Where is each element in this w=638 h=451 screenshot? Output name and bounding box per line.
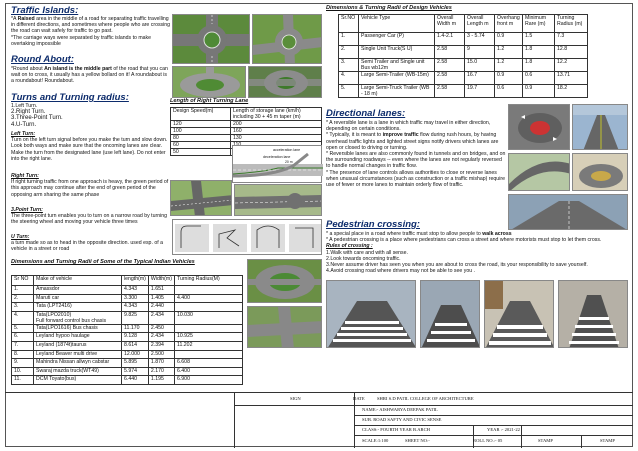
table-row <box>339 59 588 72</box>
table-cell: Mahindra Nissan allwyn cabstar <box>34 359 122 368</box>
right-turn-text: If right turning traffic from one approach is heavy, the green period of this approach may continue after the end of green period of the opposing arm sharing the same phase <box>11 179 169 198</box>
decel-lane-label: deceleration lane <box>263 155 291 159</box>
column-header: Sr NO <box>12 276 34 286</box>
left-turn-title: Left Turn: <box>11 131 36 137</box>
table-cell: 6.440 <box>122 376 149 385</box>
table-cell: 16.7 <box>465 72 495 85</box>
table-header-row <box>339 15 588 33</box>
zebra-crossing-photo-2 <box>420 280 480 348</box>
table-cell: 0.6 <box>495 85 523 98</box>
pedestrian-heading: Pedestrian crossing: <box>326 219 420 230</box>
table-cell: 50 <box>171 149 231 156</box>
column-header: Width(m) <box>148 276 174 286</box>
table-cell: Semi Trailer and Single unit Bus wb12m <box>359 59 435 72</box>
table-cell: Leyland (1874t)taurus <box>34 341 122 350</box>
table-cell: 12.000 <box>122 350 149 359</box>
table-cell: 80 <box>171 135 231 142</box>
table-cell: 2. <box>339 46 359 59</box>
pedestrian-para: * A pedestrian crossing is a place where pedestrians can cross a street and where motorists must stop to let them cross. <box>326 237 602 244</box>
table-cell: 11.202 <box>174 341 242 350</box>
table-cell: 60 <box>171 142 231 149</box>
directional-para: * The presence of lane controls allows authorities to close or reverse lanes when unusual circumstances (such as construction or a traffic mishap) require use of fewer or more lanes to maintain orderly flow of traffic. <box>326 169 505 189</box>
table-row <box>12 359 243 368</box>
table-cell: 8.614 <box>122 341 149 350</box>
table-cell: 2.58 <box>435 72 465 85</box>
table-row <box>171 135 322 142</box>
column-header: Turning Radius (m) <box>555 15 588 33</box>
table-row <box>12 286 243 295</box>
roundabout-arrows-photo <box>508 104 570 150</box>
table-cell: 0.6 <box>523 72 555 85</box>
table-cell: 1.8 <box>523 59 555 72</box>
table-cell: 1.405 <box>148 294 174 303</box>
table-cell: 3. <box>339 59 359 72</box>
table-cell: 0.9 <box>495 33 523 46</box>
junction-photo <box>247 306 322 348</box>
rule-item: 2.Look towards oncoming traffic. <box>326 255 401 262</box>
table-row <box>12 333 243 342</box>
table-row <box>171 121 322 128</box>
three-point-title: 3.Point Turn: <box>11 207 43 213</box>
table-row <box>339 33 588 46</box>
table-cell <box>174 324 242 333</box>
accel-lane-label: acceleration lane <box>273 148 301 152</box>
table-header-row <box>171 108 322 121</box>
table-cell: 10.925 <box>174 333 242 342</box>
table-row <box>339 72 588 85</box>
table-cell: 18.2 <box>555 85 588 98</box>
table-cell: 100 <box>171 128 231 135</box>
three-point-section <box>11 207 171 226</box>
table-cell: 2.58 <box>435 59 465 72</box>
pedestrian-para: * a special place in a road where traffic must stop to allow people to walk across <box>326 231 512 237</box>
table-row <box>12 294 243 303</box>
table-cell: 3.300 <box>122 294 149 303</box>
right-turn-photo <box>234 184 322 216</box>
turn-item: 1.Left Turn. <box>11 103 38 109</box>
zebra-crossing-photo-1 <box>326 280 416 348</box>
table-cell: 6.400 <box>174 367 242 376</box>
table-cell: Passenger Car (P) <box>359 33 435 46</box>
table-cell: DCM Toyato(bus) <box>34 376 122 385</box>
table-row <box>12 376 243 385</box>
table-cell: 19.7 <box>465 85 495 98</box>
table-cell: 1.2 <box>495 59 523 72</box>
table-cell: 7.3 <box>555 33 588 46</box>
distance-label: 20 m <box>285 160 293 164</box>
column-header: length(m) <box>122 276 149 286</box>
table-cell: Maruti car <box>34 294 122 303</box>
table-cell: 2.500 <box>148 350 174 359</box>
vehicles-table-caption: Dimensions and Turning Radii of Some of the Typical Indian Vehicles <box>11 259 195 265</box>
table-row <box>12 324 243 333</box>
table-cell: 4. <box>12 311 34 324</box>
column-header: Length of storage lane (km/h) including 30 + 45 m taper (m) <box>231 108 322 121</box>
table-cell: 2.440 <box>148 303 174 312</box>
sheet-label: SHEET NO:- <box>405 438 430 443</box>
roundabout-render-photo <box>172 66 246 98</box>
table-row <box>339 46 588 59</box>
roundabout-3d-photo <box>572 153 628 191</box>
stamp-label-2: STAMP <box>600 438 615 443</box>
class-label: CLASS:- FOURTH YEAR B.ARCH <box>362 427 430 432</box>
stamp-label-1: STAMP <box>538 438 553 443</box>
title-block <box>5 392 633 447</box>
rule-item: 1.Walk with care and with all sense. <box>326 249 408 256</box>
table-cell: Swaraj mazda truck(WT49) <box>34 367 122 376</box>
u-turn-text: a turn made so as to head in the opposite direction. used esp. of a vehicle in a street or road <box>11 240 163 253</box>
table-cell: 2.450 <box>148 324 174 333</box>
table-cell: 5.895 <box>122 359 149 368</box>
column-header: Design Speed(m) <box>171 108 231 121</box>
date-label: DATE <box>353 396 365 401</box>
zebra-crossing-photo-4 <box>558 280 628 348</box>
turn-item: 3.Three-Point Turn. <box>11 115 63 122</box>
table-cell: 130 <box>231 135 322 142</box>
table-cell: 2.434 <box>148 311 174 324</box>
directional-lanes-text <box>326 120 506 188</box>
table-cell: 2.58 <box>435 85 465 98</box>
table-cell: Large Semi-Truck Trailer (WB - 18 m) <box>359 85 435 98</box>
table-row <box>12 341 243 350</box>
round-about-photo <box>252 14 322 64</box>
table-cell: 1.195 <box>148 376 174 385</box>
directional-para: * Typically, it is meant to improve traffic flow during rush hours, by having overhead traffic lights and lighted street signs notify drivers which lanes are open or closed to driving or turning. <box>326 132 499 151</box>
table-cell: 1.2 <box>495 46 523 59</box>
right-turn-lane-caption: Length of Right Turning Lane <box>170 98 249 104</box>
table-row <box>12 367 243 376</box>
table-cell: 1.4-2.1 <box>435 33 465 46</box>
table-row <box>339 85 588 98</box>
table-cell: 1.870 <box>148 359 174 368</box>
roll-label: ROLL NO.:- 05 <box>473 438 503 443</box>
table-cell: 10. <box>12 367 34 376</box>
table-cell: 120 <box>171 121 231 128</box>
table-cell: Large Semi-Trailer (WB-15m) <box>359 72 435 85</box>
year-label: YEAR :- 2021-22 <box>487 427 520 432</box>
table-cell <box>174 286 242 295</box>
table-cell: 7. <box>12 341 34 350</box>
column-header: Make of vehicle <box>34 276 122 286</box>
u-turn-title: U Turn: <box>11 234 30 240</box>
table-cell: 15.0 <box>465 59 495 72</box>
rules-title: Rules of crossing : <box>326 243 373 250</box>
table-cell: 12.2 <box>555 59 588 72</box>
table-row <box>171 128 322 135</box>
u-turn-section <box>11 234 171 253</box>
table-cell: 4.343 <box>122 286 149 295</box>
table-row <box>12 350 243 359</box>
table-cell: 2.170 <box>148 367 174 376</box>
table-cell: 9. <box>12 359 34 368</box>
column-header: Turning Radius(M) <box>174 276 242 286</box>
table-cell: 9 <box>465 46 495 59</box>
table-cell: Amassdor <box>34 286 122 295</box>
directional-para: * Reversible lanes are also commonly found in tunnels and on bridges, and on the surrounding roadways -- even where the lanes are not regularly reversed to handle normal changes in traffic flow. <box>326 151 506 170</box>
traffic-island-photo <box>172 14 250 64</box>
table-cell: 3. <box>12 303 34 312</box>
table-cell: 2. <box>12 294 34 303</box>
college-name: SHRI S.D PATIL COLLEGE OF ARCHITECTURE <box>377 396 474 401</box>
table-cell: 10.030 <box>174 311 242 324</box>
roundabout-aerial-photo <box>248 66 322 98</box>
table-cell: 2.58 <box>435 46 465 59</box>
design-vehicles-caption: Dimensions & Turning Radii of Design Vehicles <box>326 5 452 11</box>
column-header: Sr.NO <box>339 15 359 33</box>
directional-para: * A reversible lane is a lane in which traffic may travel in either direction, depending on certain conditions. <box>326 120 491 133</box>
traffic-islands-heading: Traffic Islands: <box>11 5 79 16</box>
round-about-text: *Round about An island is the middle part of the road that you can wait on to cross, it usually has a yellow bollard on it! A roundabout is a roundabout! Roundabout. <box>11 66 168 85</box>
lane-diagram <box>232 145 322 183</box>
table-row <box>12 311 243 324</box>
table-cell: 12.8 <box>555 46 588 59</box>
turns-heading: Turns and Turning radius: <box>11 92 129 103</box>
round-about-heading: Round About: <box>11 54 74 65</box>
vehicles-table <box>11 275 243 385</box>
left-turn-photo <box>170 180 232 216</box>
table-cell: Leyland hypoo haulage <box>34 333 122 342</box>
right-turn-title: Right Turn: <box>11 173 39 179</box>
table-cell <box>174 350 242 359</box>
table-cell: Tata(LPO1616) Bus chasis <box>34 324 122 333</box>
table-cell: 1. <box>12 286 34 295</box>
large-roundabout-photo <box>247 259 322 303</box>
table-cell: Tata(LPO2010) Full forward control bus chasis <box>34 311 122 324</box>
traffic-islands-text: *A Raised area in the middle of a road for separating traffic travelling in different directions, and sometimes where people who are crossing the road can wait safely for traffic to go past. *The carriage ways were separated by traffic islands to make overtaking impossible <box>11 16 171 47</box>
table-cell: 6.900 <box>174 376 242 385</box>
lane-markings-photo <box>508 194 628 230</box>
table-cell: 11. <box>12 376 34 385</box>
table-cell: 5. <box>339 85 359 98</box>
left-turn-section <box>11 131 171 162</box>
table-row <box>12 303 243 312</box>
design-vehicles-table <box>338 14 588 98</box>
table-cell: 2.394 <box>148 341 174 350</box>
table-cell: 4.343 <box>122 303 149 312</box>
table-cell: 1.5 <box>523 33 555 46</box>
turn-item: 4.U-Turn. <box>11 121 37 128</box>
table-cell: 8. <box>12 350 34 359</box>
highway-lanes-photo <box>572 104 628 150</box>
table-cell: 0.9 <box>495 72 523 85</box>
column-header: Minimum Rare (m) <box>523 15 555 33</box>
table-cell: 2.434 <box>148 333 174 342</box>
column-header: Overall Width m <box>435 15 465 33</box>
column-header: Vehicle Type <box>359 15 435 33</box>
subject: SUB. ROAD SAFTY AND CIVIC SENSE <box>362 417 442 422</box>
curved-road-photo <box>508 153 570 191</box>
rule-item: 3.Never assume driver has seen you when you are about to cross the road, its your responsibility to save yourself. <box>326 262 588 269</box>
table-cell: 1.8 <box>523 46 555 59</box>
three-point-text: The three-point turn enables you to turn on a narrow road by turning the steering wheel and moving your vehicle three times <box>11 213 168 226</box>
student-name: NAME:- AISHWARYA DEEPAK PATIL <box>362 407 438 412</box>
table-header-row <box>12 276 243 286</box>
table-cell: 200 <box>231 121 322 128</box>
sign-label: SIGN <box>290 396 301 401</box>
table-cell: Leyland Beaver multi drive <box>34 350 122 359</box>
table-cell: Single Unit Truck(S U) <box>359 46 435 59</box>
table-cell: 160 <box>231 128 322 135</box>
table-cell: 1.651 <box>148 286 174 295</box>
table-cell: 4.400 <box>174 294 242 303</box>
table-cell: 9.128 <box>122 333 149 342</box>
right-turn-section <box>11 173 171 198</box>
table-cell: 6.608 <box>174 359 242 368</box>
directional-lanes-heading: Directional lanes: <box>326 108 406 119</box>
column-header: Overhang front m <box>495 15 523 33</box>
turn-item: 2.Right Turn. <box>11 109 46 116</box>
table-cell: 0.9 <box>523 85 555 98</box>
table-cell: 5. <box>12 324 34 333</box>
table-cell <box>174 303 242 312</box>
table-cell: 4. <box>339 72 359 85</box>
column-header: Overall Length m <box>465 15 495 33</box>
table-cell: 1. <box>339 33 359 46</box>
turns-list <box>11 103 171 128</box>
scale-label: SCALE:1:100 <box>362 438 389 443</box>
turn-diagrams <box>172 219 322 255</box>
table-cell: 13.71 <box>555 72 588 85</box>
pedestrian-text <box>326 231 628 274</box>
table-cell: 3 - 5.74 <box>465 33 495 46</box>
table-cell: 5.974 <box>122 367 149 376</box>
rule-item: 4.Avoid crossing road where drivers may not be able to see you . <box>326 268 475 275</box>
table-cell: Tata (LPT2416) <box>34 303 122 312</box>
left-turn-text: Turn on the left turn signal before you make the turn and slow down. Look both ways and make sure that the oncoming lanes are clear. Make the turn from the designated lane (use left lane). Do not enter into the right lane. <box>11 137 168 162</box>
table-cell: 11.170 <box>122 324 149 333</box>
zebra-crossing-photo-3 <box>484 280 554 348</box>
table-cell: 6. <box>12 333 34 342</box>
table-cell: 9.825 <box>122 311 149 324</box>
